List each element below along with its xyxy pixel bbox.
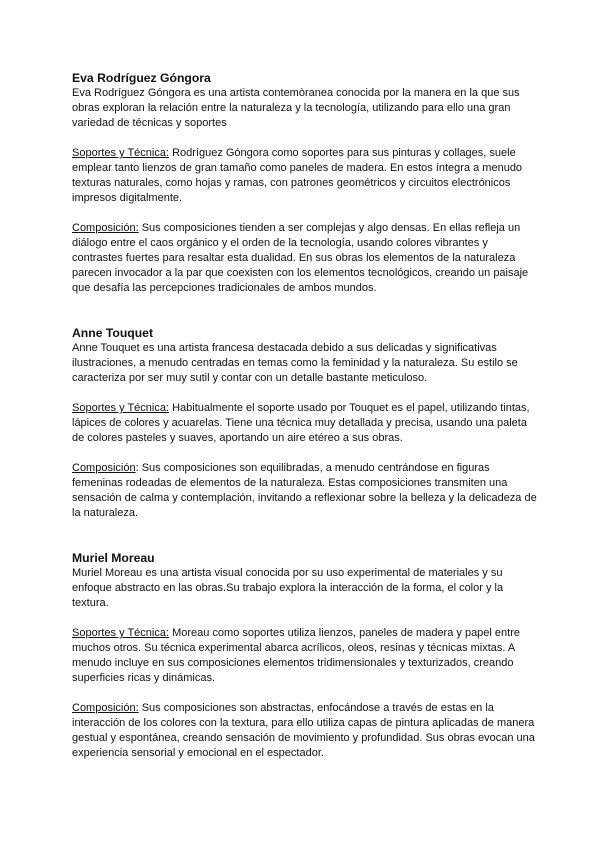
artist-name: Muriel Moreau (72, 551, 155, 565)
artist-section-eva (72, 71, 540, 296)
artist-section-anne (72, 326, 540, 521)
support-technique-paragraph (72, 401, 540, 446)
composition-text: Sus composiciones tienden a ser complejas y algo densas. En ellas refleja un diálogo entre el caos orgánico y el orden de la tecnología, usando colores vibrantes y contrastes fuertes para resaltar esta dualidad. En sus obras los elementos de la naturaleza parecen invocador a la par que coexisten con los elementos tecnológicos, creando un paisaje que desafía las percepciones tradicionales de ambos mundos. (72, 222, 529, 294)
composition-label: Composición (72, 462, 136, 474)
support-technique-label: Soportes y Técnica: (72, 147, 170, 159)
artist-spacer (72, 296, 540, 326)
composition-text: Sus composiciones son abstractas, enfocándose a través de estas en la interacción de los colores con la textura, para ello utiliza capas de pintura aplicadas de manera gestual y espontánea, creando sensación de movimiento y profundidad. Sus obras evocan una experiencia sensorial y emocional en el espectador. (72, 702, 535, 759)
support-technique-text: Rodríguez Góngora como soportes para sus pinturas y collages, suele emplear tanto lienzos de gran tamaño como paneles de madera. En estos íntegra a menudo texturas naturales, como hojas y ramas, con patrones geométricos y circuitos electrónicos impresos digitalmente. (72, 147, 523, 204)
composition-paragraph (72, 221, 540, 296)
support-technique-paragraph (72, 626, 540, 686)
artist-intro: Muriel Moreau es una artista visual conocida por su uso experimental de materiales y su enfoque abstracto en las obras.Su trabajo explora la interacción de la forma, el color y la textura. (72, 567, 504, 609)
support-technique-label: Soportes y Técnica: (72, 627, 170, 639)
composition-label: Composición: (72, 702, 139, 714)
artist-name: Anne Touquet (72, 326, 154, 340)
support-technique-text: Habitualmente el soporte usado por Touquet es el papel, utilizando tintas, lápices de colores y acuarelas. Tiene una técnica muy detallada y precisa, usando una paleta de colores pasteles y suaves, aportando un aire etéreo a sus obras. (72, 402, 530, 444)
artist-name: Eva Rodríguez Góngora (72, 71, 211, 85)
artist-intro: Eva Rodríguez Góngora es una artista contemòranea conocida por la manera en la que sus obras exploran la relación entre la naturaleza y la tecnología, utilizando para ello una gran variedad de técnicas y soportes (72, 87, 520, 129)
artist-section-muriel (72, 551, 540, 761)
support-technique-label: Soportes y Técnica: (72, 402, 170, 414)
support-technique-text: Moreau como soportes utiliza lienzos, paneles de madera y papel entre muchos otros. Su técnica experimental abarca acrílicos, oleos, resinas y técnicas mixtas. A menudo incluye en sus composiciones elementos tridimensionales y texturizados, creando superficies ricas y dinámicas. (72, 627, 520, 684)
composition-paragraph (72, 701, 540, 761)
composition-text: : Sus composiciones son equilibradas, a menudo centrándose en figuras femeninas rodeadas de elementos de la naturaleza. Estas composiciones transmiten una sensación de calma y contemplación, invitando a reflexionar sobre la belleza y la delicadeza de la naturaleza. (72, 462, 537, 519)
support-technique-paragraph (72, 146, 540, 206)
composition-paragraph (72, 461, 540, 521)
composition-label: Composición: (72, 222, 139, 234)
artist-spacer (72, 521, 540, 551)
artist-intro: Anne Touquet es una artista francesa destacada debido a sus delicadas y significativas ilustraciones, a menudo centradas en temas como la feminidad y la naturaleza. Su estilo se caracteriza por ser muy sutil y contar con un detalle bastante meticuloso. (72, 342, 518, 384)
